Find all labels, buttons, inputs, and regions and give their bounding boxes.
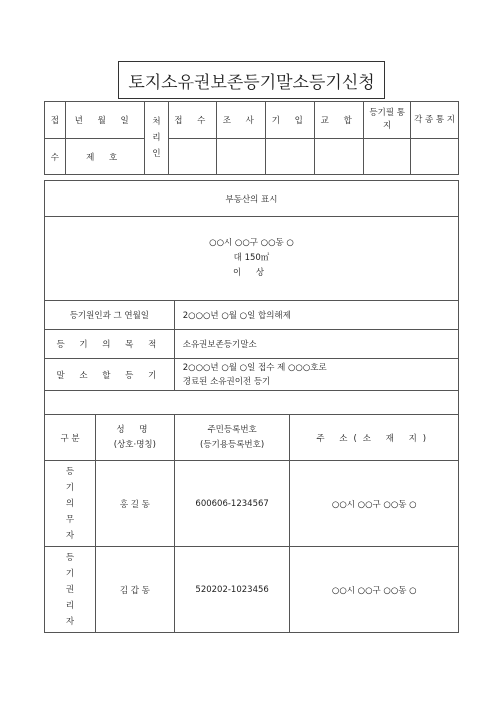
reception-label-top: 접	[45, 102, 66, 139]
col-various-notice: 각 종 통 지	[411, 102, 459, 139]
col-verify: 교 합	[315, 102, 364, 139]
property-end: 이 상	[232, 268, 271, 278]
header-id: 주민등록번호 (등기용등록번호)	[174, 415, 290, 461]
role-obligor: 등 기 의 무 자	[45, 461, 96, 546]
party-name: 김 갑 동	[119, 585, 150, 596]
party-row-obligee	[45, 547, 459, 633]
party-id: 520202-1023456	[174, 547, 290, 633]
cause-label: 등기원인과 그 연월일	[45, 301, 175, 330]
parties-header-split	[45, 415, 175, 461]
header-name: 성 명 (상호·명칭)	[113, 424, 156, 450]
purpose-value: 소유권보존등기말소	[174, 330, 458, 359]
stamp-cell-review	[217, 139, 266, 175]
stamp-cell-receipt	[169, 139, 217, 175]
stamp-cell-verify	[315, 139, 364, 175]
party-address: ○○시 ○○구 ○○동 ○	[290, 461, 459, 547]
purpose-label: 등 기 의 목 적	[45, 330, 175, 359]
header-address: 주 소(소 재 지)	[290, 415, 459, 461]
property-area: 대 150㎡	[233, 253, 270, 263]
col-review: 조 사	[217, 102, 266, 139]
document-title: 토지소유권보존등기말소등기신청	[118, 61, 385, 99]
stamp-cell-entry	[266, 139, 315, 175]
party-name: 홍 길 동	[119, 499, 150, 510]
property-address: ○○시 ○○구 ○○동 ○	[209, 238, 294, 248]
reception-date-label: 년 월 일	[65, 102, 144, 139]
reception-number-label: 제 호	[65, 139, 144, 175]
party-id: 600606-1234567	[174, 461, 290, 547]
blank-row	[45, 391, 459, 415]
stamp-cell-various	[411, 139, 459, 175]
col-completion-notice: 등기필 통 지	[364, 102, 411, 139]
reception-table	[44, 101, 459, 175]
application-table	[44, 180, 459, 633]
cause-value: 2○○○년 ○월 ○일 합의해제	[174, 301, 458, 330]
role-obligee: 등 기 권 리 자	[45, 547, 96, 632]
process-stamp-label: 처 리 인	[144, 102, 169, 175]
party-row-obligor	[45, 461, 459, 547]
property-description	[45, 217, 459, 301]
header-gubun: 구 분	[45, 415, 96, 460]
party-address: ○○시 ○○구 ○○동 ○	[290, 547, 459, 633]
reception-label-bottom: 수	[45, 139, 66, 175]
cancel-value: 2○○○년 ○월 ○일 접수 제 ○○○호로 경료된 소유권이전 등기	[174, 359, 458, 391]
stamp-cell-completion	[364, 139, 411, 175]
col-receipt: 접 수	[169, 102, 217, 139]
col-entry: 기 입	[266, 102, 315, 139]
property-header: 부동산의 표시	[45, 181, 459, 217]
cancel-label: 말 소 할 등 기	[45, 359, 175, 391]
